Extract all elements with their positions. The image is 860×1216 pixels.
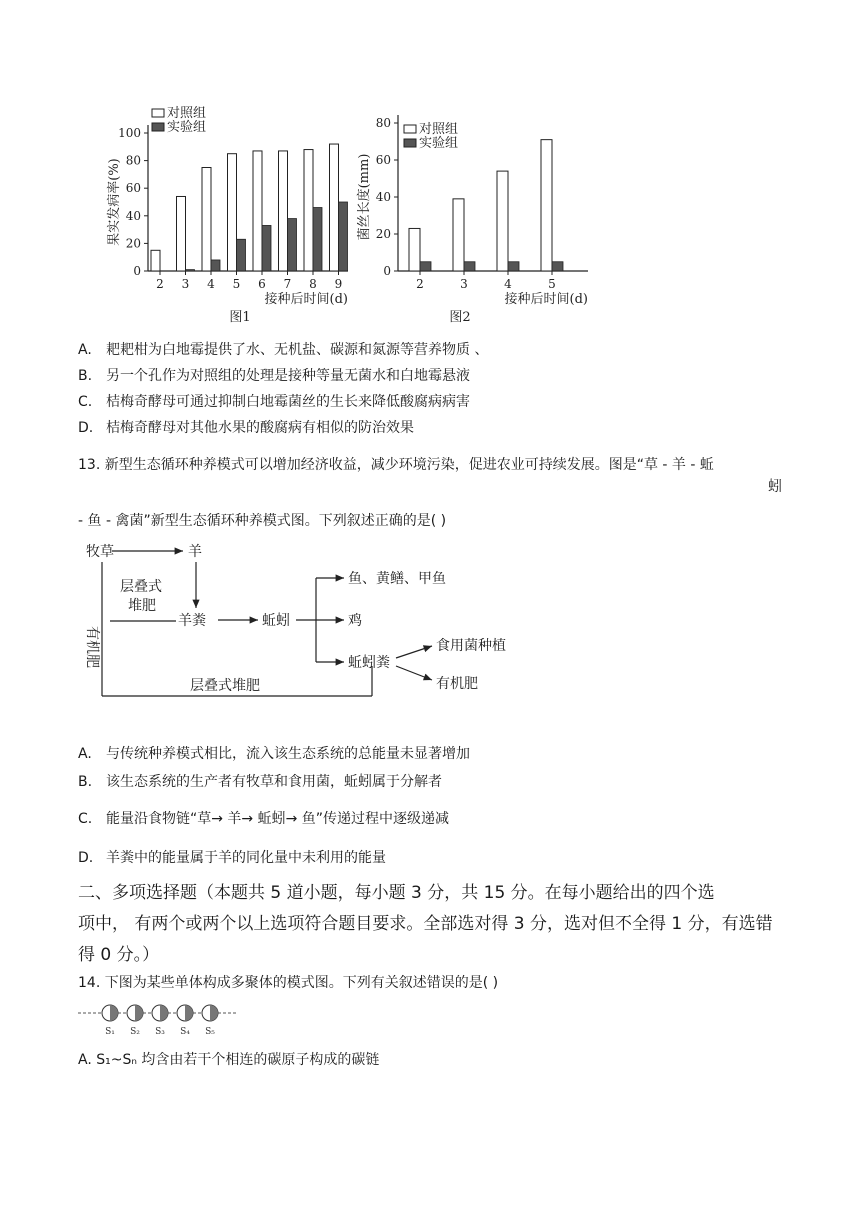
fig1-bar-control-4	[202, 168, 211, 272]
node-chicken: 鸡	[348, 613, 362, 629]
node-compost1-line2: 堆肥	[128, 598, 156, 614]
fig2-legend-label-0: 对照组	[419, 122, 459, 137]
node-fertilizer-side: 有机肥	[84, 626, 100, 668]
node-fertilizer-out: 有机肥	[436, 676, 478, 692]
fig2-ytick-0: 0	[383, 264, 391, 278]
monomer-chain-diagram	[78, 996, 248, 1038]
fig2-caption: 图2	[449, 310, 471, 325]
q12-option-b: B. 另一个孔作为对照组的处理是接种等量无菌水和白地霉悬液	[78, 368, 470, 384]
fig2-bar-control-5	[541, 140, 552, 271]
q12-option-c: C. 桔梅奇酵母可通过抑制白地霉菌丝的生长来降低酸腐病病害	[78, 394, 470, 410]
node-compost1-line1: 层叠式	[120, 579, 162, 595]
ecology-cycle-diagram	[80, 538, 560, 708]
fig1-xtick-9: 9	[334, 277, 343, 291]
fig2-ytick-2: 40	[375, 190, 391, 204]
fig1-ytick-0: 0	[133, 264, 141, 278]
fig1-ytick-2: 40	[125, 208, 141, 223]
monomer-label-2: S₂	[130, 1027, 140, 1037]
q12-option-d: D. 桔梅奇酵母对其他水果的酸腐病有相似的防治效果	[78, 420, 414, 436]
monomer-label-3: S₃	[155, 1027, 165, 1037]
fig1-xtick-4: 4	[207, 277, 215, 291]
fig2-legend-label-1: 实验组	[419, 136, 459, 151]
fig1-bar-experiment-3	[186, 270, 195, 271]
fig1-caption: 图1	[229, 310, 251, 325]
node-earthworm: 蚯蚓	[262, 613, 290, 629]
q13-stem-line2: - 鱼 - 禽菌”新型生态循环种养模式图。下列叙述正确的是( )	[78, 513, 447, 529]
q14-stem: 14. 下图为某些单体构成多聚体的模式图。下列有关叙述错误的是( )	[78, 975, 499, 991]
fig1-bar-experiment-4	[211, 260, 220, 271]
node-fish: 鱼、黄鳝、甲鱼	[348, 571, 446, 587]
fig1-bar-control-3	[177, 196, 186, 271]
fig2-bar-control-3	[453, 199, 464, 271]
fig1-xtick-2: 2	[156, 277, 164, 291]
node-grass: 牧草	[86, 544, 114, 560]
fig2-ylabel: 菌丝长度(mm)	[357, 153, 372, 241]
q13-option-b: B. 该生态系统的生产者有牧草和食用菌，蚯蚓属于分解者	[78, 774, 442, 790]
q13-option-d: D. 羊粪中的能量属于羊的同化量中未利用的能量	[78, 850, 386, 866]
node-sheep: 羊	[188, 544, 202, 560]
q13-stem-line1: 13. 新型生态循环种养模式可以增加经济收益，减少环境污染，促进农业可持续发展。图是“草 - 羊 - 蚯	[78, 457, 714, 473]
fig1-legend-label-0: 对照组	[167, 106, 207, 121]
fig1-xlabel: 接种后时间(d)	[264, 292, 348, 307]
fig1-bar-control-6	[253, 151, 262, 271]
node-fungus: 食用菌种植	[436, 638, 506, 654]
section-2-heading: 二、多项选择题（本题共 5 道小题，每小题 3 分，共 15 分。在每小题给出的四个选 项中， 有两个或两个以上选项符合题目要求。全部选对得 3 分，选对但不全得 1 分，有选错 得 0 分。）	[78, 883, 773, 965]
fig1-xtick-7: 7	[283, 277, 292, 291]
fig1-bar-experiment-9	[339, 202, 348, 271]
monomer-label-5: S₅	[205, 1027, 215, 1037]
fig2-xlabel: 接种后时间(d)	[504, 292, 588, 307]
fig1-bar-control-9	[330, 144, 339, 271]
monomer-label-1: S₁	[105, 1027, 115, 1037]
fig1-xtick-6: 6	[258, 277, 266, 291]
fig1-bar-control-5	[228, 154, 237, 271]
fig2-bar-experiment-2	[420, 262, 431, 271]
fig1-ylabel: 果实发病率(%)	[107, 158, 122, 246]
fig2-legend-swatch-1	[404, 139, 416, 147]
arrow-fertilizer	[396, 666, 432, 680]
fig2-bar-experiment-4	[508, 262, 519, 271]
fig2-xtick-2: 2	[416, 277, 424, 291]
fig1-bar-experiment-8	[313, 208, 322, 271]
node-compost2: 层叠式堆肥	[190, 678, 260, 694]
fig2-xtick-3: 3	[460, 277, 468, 291]
fig1-bar-experiment-7	[288, 219, 297, 271]
node-worm-manure: 蚯蚓粪	[348, 655, 390, 671]
q13-option-c: C. 能量沿食物链“草→ 羊→ 蚯蚓→ 鱼”传递过程中逐级递减	[78, 811, 450, 827]
figure-1-chart	[100, 100, 360, 325]
fig2-xtick-5: 5	[548, 277, 556, 291]
fig1-bar-control-8	[304, 150, 313, 271]
figure-2-chart	[357, 100, 600, 325]
fig2-bar-control-4	[497, 171, 508, 271]
fig1-bar-experiment-5	[237, 239, 246, 271]
fig2-ytick-3: 60	[375, 153, 391, 167]
fig1-ytick-1: 20	[125, 236, 141, 251]
fig2-legend-swatch-0	[404, 125, 416, 133]
arrow-fungus	[396, 646, 432, 658]
node-manure: 羊粪	[178, 613, 206, 629]
fig1-legend-swatch-0	[152, 109, 164, 117]
fig1-bar-control-7	[279, 151, 288, 271]
fig2-bar-experiment-5	[552, 262, 563, 271]
fig1-bar-control-2	[151, 250, 160, 271]
monomer-label-4: S₄	[180, 1027, 190, 1037]
fig1-legend-swatch-1	[152, 123, 164, 131]
q14-option-a: A. S₁~Sₙ 均含由若干个相连的碳原子构成的碳链	[78, 1052, 380, 1068]
fig2-ytick-1: 20	[375, 227, 391, 241]
q13-stem-tail: 蚓	[768, 479, 782, 495]
fig1-ytick-5: 100	[118, 126, 141, 140]
q12-option-a: A. 耙耙柑为白地霉提供了水、无机盐、碳源和氮源等营养物质 、	[78, 342, 489, 358]
fig1-ytick-4: 80	[125, 153, 141, 168]
fig1-legend-label-1: 实验组	[167, 120, 207, 135]
fig1-xtick-3: 3	[181, 277, 190, 291]
fig1-bar-experiment-6	[262, 225, 271, 271]
fig2-xtick-4: 4	[504, 277, 512, 291]
fig2-ytick-4: 80	[375, 116, 391, 130]
fig1-xtick-8: 8	[309, 277, 317, 291]
fig2-bar-experiment-3	[464, 262, 475, 271]
fig2-bar-control-2	[409, 228, 420, 271]
q13-option-a: A. 与传统种养模式相比，流入该生态系统的总能量未显著增加	[78, 746, 470, 762]
fig1-ytick-3: 60	[125, 181, 141, 196]
fig1-xtick-5: 5	[232, 277, 241, 291]
